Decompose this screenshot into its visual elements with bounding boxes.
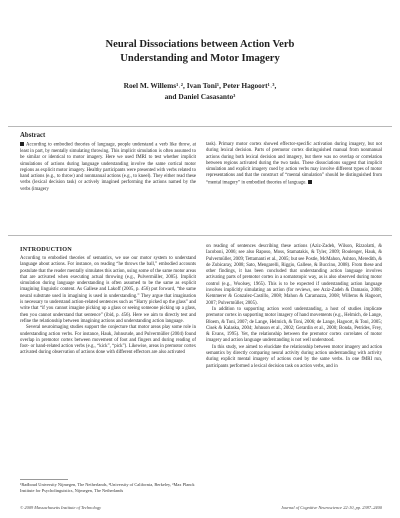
title-line-1: Neural Dissociations between Action Verb <box>105 39 295 50</box>
intro-paragraph-2: Several neuroimaging studies support the conjecture that motor areas play some role in understanding action verbs. For instance, Hauk, Johnsrude, and Pulvermüller (2004) found overlap in premotor cortex between movement of foot and fingers and during reading of foot- or hand-related action verbs (e.g., “kick”, “pick”). Likewise, areas in premotor cortex activated during observation of actions done with different effectors are also activated <box>20 325 196 356</box>
abstract-text-left: According to embodied theories of language, people understand a verb like throw, at least in part, by mentally simulating throwing. This implicit simulation is often assumed to be similar or identical to motor imagery. Here we used fMRI to test whether implicit simulations of actions during language understanding involve the same cortical motor regions as explicit motor imagery. Healthy participants were presented with verbs related to hand actions (e.g., to throw) and nonmanual actions (e.g., to kneel). They either read these verbs (lexical decision task) or actively imagined performing the actions named by the verbs (imagery <box>20 142 196 192</box>
intro-paragraph-4: In addition to supporting action word understanding, a host of studies implicate premotor cortex in supporting motor imagery of hand movements (e.g., Helmich, de Lange, Bloem, & Toni, 2007; de Lange, Helmich, & Toni, 2006; de Lange, Hagoort, & Toni, 2005; Cisek & Kalaska, 2004; Johnson et al., 2002; Gerardin et al., 2000; Bonda, Petrides, Frey, & Evans, 1995). Yet, the relationship between the premotor cortex correlates of motor imagery and action language understanding is not well understood. <box>206 306 382 344</box>
intro-paragraph-3: on reading of sentences describing these actions (Aziz-Zadeh, Wilson, Rizzolatti, & Iacoboni, 2006; see also Raposo, Moss, Stamatakis, & Tyler, 2009; Boulenger, Hauk, & Pulvermüller, 2009; Tettamanti et al., 2005; but see Postle, McMahon, Ashton, Meredith, & de Zubicaray, 2008; Sato, Mengarelli, Riggio, Gallese, & Buccino, 2008). From these and other findings, it has been concluded that understanding action language involves activating parts of premotor cortex in a somatotopic way, as is also observed during motor control (e.g., Woolsey, 1965). This is to be expected if understanding action language involves implicitly simulating an action (for reviews, see Aziz-Zadeh & Damasio, 2008; Kemmerer & Gonzalez-Castillo, 2008; Mahon & Caramazza, 2008; Willems & Hagoort, 2007; Pulvermüller, 2005). <box>206 244 382 306</box>
affiliation-footnote: ¹Radboud University Nijmegen, The Netherlands, ²University of California, Berkeley, ³Max Planck Institute for Psycholinguistics, Nijmegen, The Netherlands <box>20 482 195 493</box>
abstract-right-column <box>206 142 382 187</box>
abstract-text-right: task). Primary motor cortex showed effector-specific activation during imagery, but not during lexical decision. Parts of premotor cortex distinguished manual from nonmanual actions during both lexical decision and imagery, but there was no overlap or correlation between regions activated during the two tasks. These dissociations suggest that implicit simulation and explicit imagery cued by action verbs may involve different types of motor representations and that the construct of “mental simulation” should be distinguished from “mental imagery” in embodied theories of language. <box>206 142 382 186</box>
intro-paragraph-5: In this study, we aimed to elucidate the relationship between motor imagery and action semantics by directly comparing neural activity during action understanding with activity during explicit mental imagery of actions cued by the same verbs. In one fMRI run, participants performed a lexical decision task on action verbs, and in <box>206 344 382 369</box>
footnote-divider <box>20 479 68 480</box>
body-right-column <box>206 244 382 370</box>
abstract-left-column <box>20 142 196 193</box>
authors-line-2: and Daniel Casasanto³ <box>164 92 236 101</box>
paper-title <box>40 38 360 66</box>
journal-citation: Journal of Cognitive Neuroscience 22:10, pp. 2387–2400 <box>280 505 382 510</box>
abstract-heading: Abstract <box>20 132 46 139</box>
section-square-icon <box>20 142 24 146</box>
intro-paragraph-1: According to embodied theories of semantics, we use our motor system to understand language about actions. For instance, on reading “he throws the ball,” embodied accounts postulate that the reader mentally simulates this action, using some of the same motor areas that are activated when executing actual throwing (e.g., Pulvermüller, 2005). Implicit simulation during language understanding is often assumed to be the same as explicit imagining linguistic content. As Gallese and Lakoff (2005, p. 456) put forward, “the same neural substrate used in imagining is used in understanding.” They argue that imagination is necessary to understand action-related sentences such as “Harry picked up the glass” and write that “if you cannot imagine picking up a glass or seeing someone picking up a glass, then you cannot understand that sentence” (ibid, p. 456). Here we aim to directly test and refine the relationship between imagining actions and understanding action language. <box>20 256 196 324</box>
authors-line-1: Roel M. Willems¹˒², Ivan Toni¹, Peter Hagoort¹˒³, <box>123 81 277 90</box>
copyright-notice: © 2009 Massachusetts Institute of Technology <box>20 505 102 510</box>
title-line-2: Understanding and Motor Imagery <box>120 53 280 64</box>
body-left-column <box>20 256 196 357</box>
introduction-heading: INTRODUCTION <box>20 246 72 253</box>
end-square-icon <box>308 180 312 184</box>
author-list <box>40 80 360 102</box>
